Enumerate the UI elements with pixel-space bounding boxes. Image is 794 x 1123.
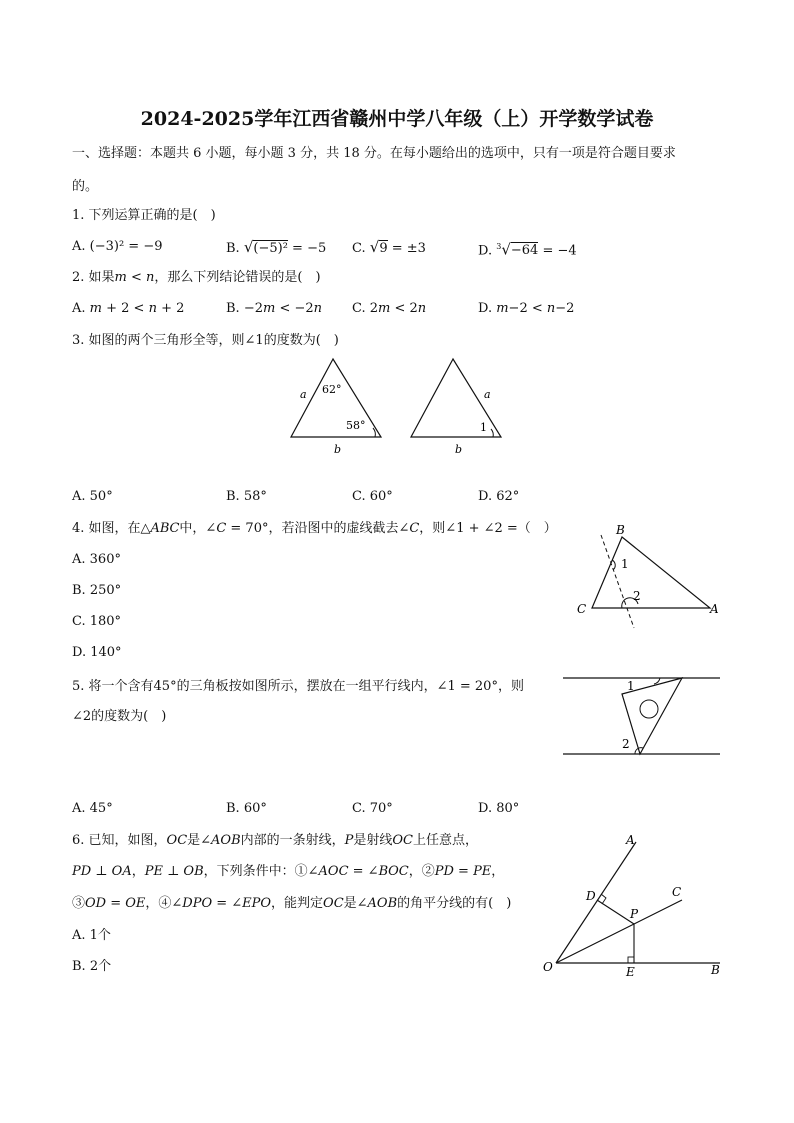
q4-label-a: A — [710, 602, 719, 616]
q6-label-c: C — [672, 885, 682, 899]
q2-option-c: C. 2𝑚 < 2𝑛 — [352, 301, 427, 316]
q6-stem-cont1: 𝑃𝐷 ⊥ 𝑂𝐴，𝑃𝐸 ⊥ 𝑂𝐵，下列条件中：①∠𝐴𝑂𝐶 = ∠𝐵𝑂𝐶，②𝑃𝐷 = 𝑃𝐸， — [72, 864, 505, 879]
q5-option-b: B. 60° — [226, 801, 267, 816]
q6-option-a: A. 1个 — [72, 928, 111, 943]
q6-label-o: O — [543, 960, 553, 974]
q3-label-a2: a — [484, 388, 491, 401]
q6-label-p: P — [630, 907, 639, 921]
q1-option-c: C. √9 = ±3 — [352, 238, 426, 256]
q5-label-1: 1 — [627, 679, 635, 693]
q6-stem: 6. 已知，如图，𝑂𝐶是∠𝐴𝑂𝐵内部的一条射线，𝑃是射线𝑂𝐶上任意点， — [72, 833, 478, 848]
q1-stem: 1. 下列运算正确的是( ) — [72, 208, 216, 223]
q4-label-1: 1 — [621, 557, 629, 571]
q6-stem-cont2: ③𝑂𝐷 = 𝑂𝐸，④∠𝐷𝑃𝑂 = ∠𝐸𝑃𝑂，能判定𝑂𝐶是∠𝐴𝑂𝐵的角平分线的有( ) — [72, 896, 512, 911]
q4-option-b: B. 250° — [72, 583, 122, 598]
q3-label-a: a — [300, 388, 307, 401]
q4-label-2: 2 — [633, 589, 641, 603]
q6-label-e: E — [626, 965, 635, 979]
q6-label-b: B — [711, 963, 720, 977]
triangle-abc — [592, 537, 710, 608]
q5-option-c: C. 70° — [352, 801, 393, 816]
q3-option-c: C. 60° — [352, 489, 393, 504]
q4-triangle-figure — [570, 520, 730, 630]
ray-oc — [556, 900, 682, 963]
q6-label-a: A — [626, 833, 635, 847]
q4-label-b: B — [616, 523, 625, 537]
q3-label-b: b — [334, 443, 342, 456]
q1-option-d: D. $^3$√−64 = −4 — [478, 240, 577, 259]
q5-stem-cont: ∠2的度数为( ) — [72, 709, 167, 724]
q3-label-b2: b — [455, 443, 463, 456]
q6-label-d: D — [586, 889, 596, 903]
q3-label-angle1: 1 — [480, 421, 487, 434]
q3-label-58: 58° — [346, 419, 366, 432]
q3-stem: 3. 如图的两个三角形全等，则∠1的度数为( ) — [72, 333, 339, 348]
q4-option-c: C. 180° — [72, 614, 122, 629]
q3-option-d: D. 62° — [478, 489, 520, 504]
section-heading: 一、选择题：本题共 6 小题，每小题 3 分，共 18 分。在每小题给出的选项中，只有一项是符合题目要求 — [72, 146, 676, 161]
q3-label-62: 62° — [322, 383, 342, 396]
q5-option-a: A. 45° — [72, 801, 113, 816]
q1-option-b: B. √(−5)² = −5 — [226, 238, 327, 256]
page-title: 2024-2025学年江西省赣州中学八年级（上）开学数学试卷 — [140, 108, 654, 130]
q5-label-2: 2 — [622, 737, 630, 751]
right-angle-mark-e — [628, 957, 634, 963]
q4-option-d: D. 140° — [72, 645, 122, 660]
q6-option-b: B. 2个 — [72, 959, 112, 974]
section-heading-cont: 的。 — [72, 179, 99, 194]
q4-option-a: A. 360° — [72, 552, 121, 567]
q5-option-d: D. 80° — [478, 801, 520, 816]
q6-angle-bisector-figure — [540, 828, 730, 978]
q1-option-a: A. (−3)² = −9 — [72, 239, 163, 254]
q2-option-a: A. 𝑚 + 2 < 𝑛 + 2 — [72, 301, 185, 316]
q5-set-square-figure — [560, 670, 725, 765]
q4-stem: 4. 如图，在△𝐴𝐵𝐶中，∠𝐶 = 70°，若沿图中的虚线截去∠𝐶，则∠1 + ∠2 =（ ） — [72, 521, 557, 536]
q4-label-c: C — [577, 602, 587, 616]
q2-stem: 2. 如果𝑚 < 𝑛，那么下列结论错误的是( ) — [72, 270, 321, 285]
q3-option-a: A. 50° — [72, 489, 113, 504]
ray-oa — [556, 842, 636, 963]
q2-option-d: D. 𝑚−2 < 𝑛−2 — [478, 301, 575, 316]
q3-option-b: B. 58° — [226, 489, 267, 504]
q3-triangles-figure — [280, 350, 520, 460]
q2-option-b: B. −2𝑚 < −2𝑛 — [226, 301, 323, 316]
q5-stem: 5. 将一个含有45°的三角板按如图所示，摆放在一组平行线内，∠1 = 20°，则 — [72, 679, 524, 694]
